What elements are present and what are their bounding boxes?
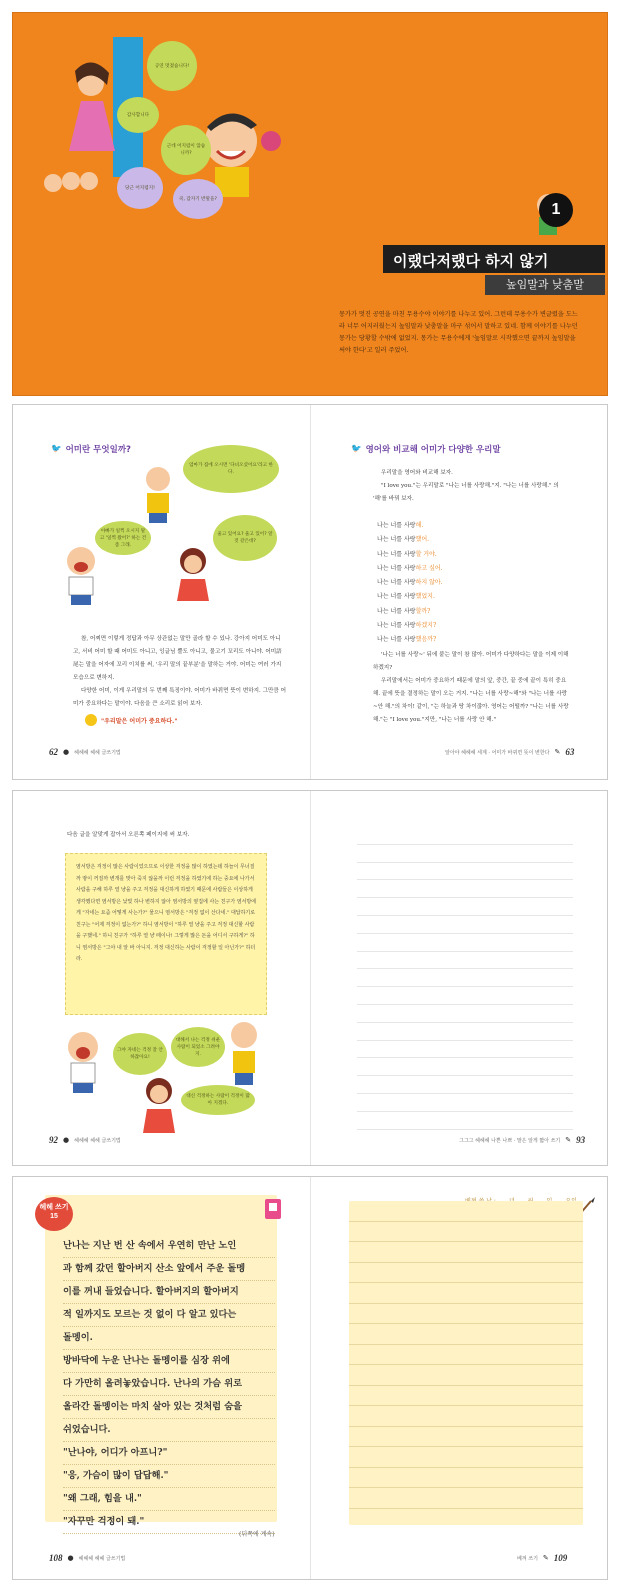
girl-character-illustration [173,547,213,609]
example-base: 나는 너를 사랑 [377,593,416,601]
right-page-number: 63 [565,747,575,757]
left-section-title-text: 어미란 무엇일까? [65,445,131,455]
opener-bubble-2: 감사합니다 [117,97,159,133]
example-ending: 해. [415,522,424,529]
shouting-boy-illustration [55,1029,111,1095]
left-bubble-3: 울고 있어요? 울고 있어? 알 것 같은데? [213,515,277,561]
right-body-para-1: '나는 너를 사랑~' 뒤에 붙는 말이 참 많아. 어미가 다양하다는 말을 이제 이해하겠지? [373,652,569,671]
left-folio [49,747,121,757]
right-page-number: 93 [576,1135,586,1145]
example-sentence [377,605,443,619]
example-ending: 할까? [415,607,431,615]
audience-face-2 [62,172,80,190]
left-running-head: 헤헤헤 헤헤 글쓰기법 [78,1555,126,1562]
chapter-subtitle: 높임말과 낮춤말 [485,275,605,295]
example-ending: 했음까? [415,636,437,644]
story-line: 돌멩이. [63,1327,275,1350]
flower-bouquet [261,131,281,151]
right-section-title [351,443,501,455]
left-section-title [51,443,131,455]
bird-icon: 🐦 [351,444,362,454]
exercise-bubble-1: 그야 자네는 걱정 잘 안 하잖아요! [113,1033,167,1075]
story-line: 난나는 지난 번 산 속에서 우연히 만난 노인 [63,1235,275,1258]
audience-face-3 [80,172,98,190]
example-sentence [377,533,443,547]
example-base: 나는 너를 사랑 [377,607,416,615]
pencil-icon: ✎ [565,1136,572,1144]
story-line: "왜 그래, 힘을 내." [63,1488,275,1511]
writing-line[interactable] [349,1386,583,1407]
example-base: 나는 너를 사랑 [377,522,416,529]
writing-line[interactable] [349,1488,583,1509]
boy-character-illustration [221,1019,267,1089]
right-page-number: 109 [553,1553,568,1563]
continued-label: (뒤쪽에 계속) [239,1531,275,1538]
left-key-note-text: "우리말은 어미가 중요하다." [101,717,178,725]
mascot-icon: ● [63,1136,70,1144]
example-base: 나는 너를 사랑 [377,564,416,572]
chapter-number-badge: 1 [539,193,573,227]
left-running-head: 헤헤헤 헤헤 글쓰기법 [74,1137,121,1144]
example-base: 나는 너를 사랑 [377,550,416,558]
shouting-boy-illustration [57,545,105,607]
right-intro-para-2: "I love you."는 우리말로 "나는 너를 사랑해."지. "나는 너를 사랑해." 의 '해'를 바꿔 보자. [373,483,559,502]
spread-92-93 [12,790,608,1166]
example-base: 나는 너를 사랑 [377,536,416,544]
example-sentence [377,576,443,590]
example-base: 나는 너를 사랑 [377,622,416,630]
chapter-intro-text: 몽가가 멋진 공연을 마친 무용수야 이야기를 나누고 있어. 그런데 무용수가 변글렸을 도느라 너무 어지러웠는지 높임말과 낮춤말을 마구 섞어서 말하고 있네. 함께 이야기를 나누던 몽가는 당황할 수밖에 없었지. 몽가는 무용수에게 '높임말로 시작했으면 끝까지 높임말을 써야 한다'고 일러 주었어. [339,311,578,354]
writing-line[interactable] [349,1345,583,1366]
story-line: "자꾸만 걱정이 돼." [63,1511,275,1534]
right-body-para-2: 우리말에서는 어미가 중요하기 때문에 말의 앞, 중간, 끝 중에 끝이 특히 중요해. 끝에 뜻을 결정하는 말이 오는 거지. "나는 너를 사랑~해"와 "나는 너를 사랑~안 해."의 차이! 같이, "는 하늘과 땅 차이잖아. 영어는 어떨까? "나는 너를 사랑해."는 "I love you."지만, "나는 너를 사랑 안 해." [373,678,569,723]
writing-line[interactable] [349,1447,583,1468]
smile-icon [85,714,97,726]
spread-108-109 [12,1176,608,1580]
page-gutter [310,791,311,1165]
story-line: 다 가만히 올려놓았습니다. 난나의 가슴 위로 [63,1373,275,1396]
story-line: 방바닥에 누운 난나는 돌멩이를 심장 위에 [63,1350,275,1373]
example-sentence [377,562,443,576]
writing-line[interactable] [349,1263,583,1284]
example-ending: 했어. [415,536,430,544]
writing-lines-area[interactable] [357,827,573,1130]
right-intro-text [373,467,569,506]
page-gutter [310,405,311,779]
example-ending: 하고 싶어. [415,564,443,572]
right-intro-para-1: 우리말을 영어와 비교해 보자. [381,470,453,476]
left-page-number: 92 [49,1135,58,1145]
writing-line[interactable] [349,1304,583,1325]
story-line: 올라간 돌멩이는 마치 살아 있는 것처럼 숨을 [63,1396,275,1419]
writing-line[interactable] [349,1283,583,1304]
writing-line[interactable] [349,1324,583,1345]
dancer-dress [69,101,115,151]
example-sentence [377,633,443,647]
copy-writing-lines[interactable] [349,1201,583,1525]
opener-bubble-4: 당근 어지렵지! [117,167,163,209]
example-ending: 했었지. [415,593,435,601]
example-sentence [377,519,443,533]
example-ending: 할 거야. [415,550,437,558]
writing-line[interactable] [349,1365,583,1386]
opener-bubble-1: 공연 멋졌습니다! [147,41,197,91]
example-ending: 하겠지? [415,622,437,630]
left-running-head: 헤헤헤 헤헤 글쓰기법 [74,749,121,756]
example-base: 나는 너를 사랑 [377,579,416,587]
mascot-icon: ● [67,1554,74,1562]
left-page-number: 108 [49,1553,63,1563]
writing-line[interactable] [349,1201,583,1222]
left-folio [49,1553,125,1563]
audience-face-1 [44,174,62,192]
left-bubble-1: 엄마가 집에 오시면 '다녀오셨어요'라고 한다. [183,445,279,493]
example-base: 나는 너를 사랑 [377,636,416,644]
right-folio [445,747,574,757]
exercise-instruction: 다음 글을 알맞게 잡아서 오른쪽 페이지에 써 보자. [67,832,190,838]
opener-bubble-3: 근데 어지럼이 않습니까? [161,125,211,175]
left-body-para-1: 참, 어찌면 이렇게 정답과 아무 상관없는 말만 골라 할 수 있나. 강아지 어미도 아니고, 서비 어미 할 때 어미도 아니고, 잉글님 뿔도 아니고, 물고기 꼬리도 아니야. 어미語尾는 말을 어자에 꼬리 이치를 써, '우리 말의 끝부분'을 말하는 거야. 어미는 여러 가지 모습으로 변하지. [73,636,282,681]
example-sentence [377,548,443,562]
right-running-head: 베껴 쓰기 [517,1555,538,1562]
pencil-icon: ✎ [554,748,561,756]
pencil-icon: ✎ [542,1554,549,1562]
left-page-number: 62 [49,747,58,757]
story-text [63,1235,275,1534]
spread-62-63 [12,404,608,780]
exercise-bubble-3: 대신 걱정하는 사람이 걱정이 많아 지겠다. [181,1085,255,1115]
right-folio [459,1135,585,1145]
writing-line[interactable] [349,1406,583,1427]
exercise-passage: 염서방은 걱정이 많은 사람이었으므로 이상한 걱정을 많이 하였는데 하늘이 무너질까 땅이 꺼질까 변개를 맞아 죽지 않을까 이런 걱정을 하였기에 하는 중요에 나가서 사람을 구해 하루 열 냥을 주고 걱정을 대신하게 하였기 때문에 사람들은 이상하게 생각했다면 염서방은 낯빛 하나 변하지 않아 염서방의 옆집에 사는 친구가 염서방에게 "자네는 요즘 어떻게 사는가?" 물으니 염서방은 "걱정 없이 산다네." 대답하기로 친구는 "어제 걱정이 없는가?" 하니 염서방이 "하루 열 냥을 주고 걱정 대신할 사람을 구했네." 하니 친구가 "하루 열 냥 떼이나! 그렇게 많은 돈을 어디서 구하게?" 하니 염서방은 "그야 내 알 바 아니지. 걱정 대신하는 사람이 걱정할 일 아닌가?" 하더라. [76,864,257,962]
right-section-title-text: 영어와 비교해 어미가 다양한 우리말 [365,445,501,455]
exercise-tag-badge: 헤헤 쓰기 15 [35,1197,73,1231]
left-bubble-2: 아빠가 일찍 오시지 말고 '일찍 왔어?' 하는 건 좀 그래. [95,521,151,555]
bird-icon: 🐦 [51,444,62,454]
example-sentence [377,590,443,604]
exercise-bubble-2: 대해서 나는 걱정 쉬운 사람이 되었소 그려야지. [171,1027,225,1067]
story-line: "응, 가슴이 많이 답답해." [63,1465,275,1488]
story-line: 쉬었습니다. [63,1419,275,1442]
writing-line[interactable] [349,1427,583,1448]
page-gutter [310,1177,311,1579]
notebook-icon [263,1197,283,1221]
exercise-passage-box [65,853,267,1015]
boy-character-illustration [137,465,179,525]
girl-character-illustration [137,1077,181,1141]
writing-line[interactable] [349,1468,583,1489]
story-line: 이를 꺼내 들었습니다. 할아버지의 할아버지 [63,1281,275,1304]
chapter-opener-page [12,12,608,396]
left-body-text [73,633,287,711]
opener-bubble-5: 쿡, 갑자기 반말을? [173,179,223,219]
left-key-note [85,714,177,726]
mascot-icon: ● [63,748,70,756]
example-ending: 하지 않아. [415,579,443,587]
story-line: "난나야, 어디가 아프니?" [63,1442,275,1465]
left-folio [49,1135,121,1145]
right-running-head: 알아야 헤헤헤 세계 · 어미가 바뀌면 뜻이 변한다 [445,749,550,756]
right-running-head: 그그그 헤헤헤 나쁜 나쁘 · 말은 알게 짧아 쓰기 [459,1137,561,1144]
example-sentence-list [377,519,443,648]
chapter-title: 이랬다저랬다 하지 않기 [383,245,605,273]
writing-line[interactable] [349,1222,583,1243]
right-body-text [373,649,571,727]
story-line: 적 일까지도 모르는 것 없이 다 알고 있다는 [63,1304,275,1327]
story-line: 과 함께 갔던 할아버지 산소 앞에서 주운 돌멩 [63,1258,275,1281]
example-sentence [377,619,443,633]
writing-line[interactable] [349,1242,583,1263]
right-folio [517,1553,567,1563]
left-body-para-2: 다양한 어미, 이게 우리말의 두 번째 특징이야. 어미가 바뀌면 뜻이 변하지. 그만큼 어미가 중요하다는 말이야. 다음을 큰 소리로 읽어 보자. [73,688,286,707]
